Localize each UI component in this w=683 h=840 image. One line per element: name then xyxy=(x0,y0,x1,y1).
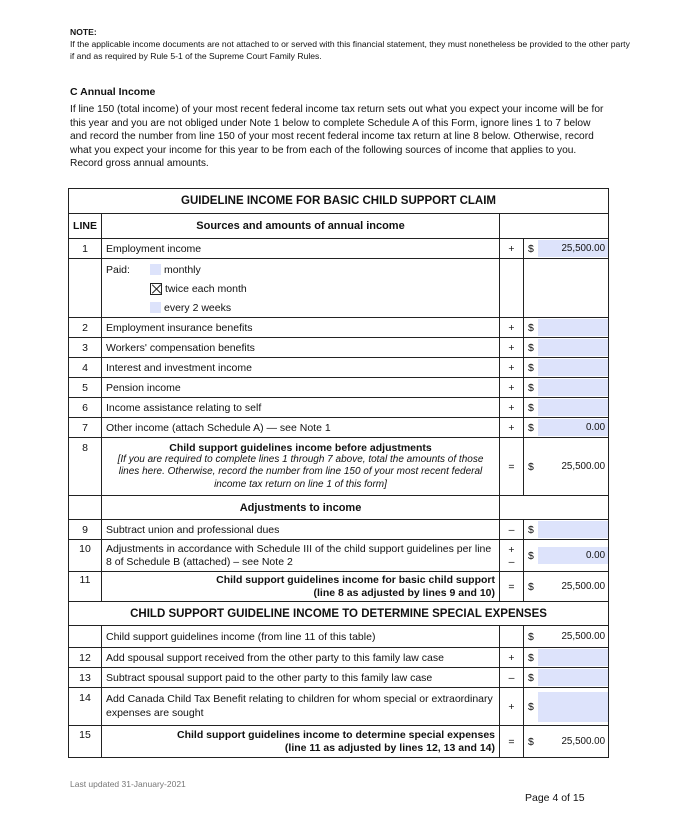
line-label: Add spousal support received from the other party to this family law case xyxy=(102,648,500,668)
ei-benefits-field[interactable] xyxy=(538,319,608,336)
line-sign: = xyxy=(500,572,524,602)
line-sign: + xyxy=(500,318,524,338)
dollar-sign: $ xyxy=(528,321,534,334)
section-intro: If line 150 (total income) of your most recent federal income tax return sets out what you expect your income will be for this year and you are not obliged under Note 1 below to complete Schedule A of this Form, ignore lines 1 to 7 below and record the number from line 150 of your most recent federal income tax return at line 8 below. Otherwise, record what you expect your income for this year to be from each of the following sources of income that applies to you. Record gross annual amounts. xyxy=(70,104,604,170)
note-block xyxy=(70,26,630,62)
dollar-sign: $ xyxy=(528,630,534,643)
line-label: Employment income xyxy=(102,239,500,259)
spousal-received-field[interactable] xyxy=(538,649,608,666)
table-row xyxy=(69,358,609,378)
table-title: GUIDELINE INCOME FOR BASIC CHILD SUPPORT CLAIM xyxy=(69,189,609,214)
line-sign-minus: – xyxy=(508,555,515,568)
line-number: 8 xyxy=(69,438,102,496)
line-sign-plus: + xyxy=(508,543,515,556)
line-number: 2 xyxy=(69,318,102,338)
line-sign: + xyxy=(500,358,524,378)
table-row xyxy=(69,668,609,688)
table-row xyxy=(69,318,609,338)
dollar-sign: $ xyxy=(528,421,534,434)
line-sign: + xyxy=(500,398,524,418)
line-number: 3 xyxy=(69,338,102,358)
line11-amount: 25,500.00 xyxy=(561,581,606,592)
line-number: 13 xyxy=(69,668,102,688)
header-empty xyxy=(500,214,609,239)
pension-income-field[interactable] xyxy=(538,379,608,396)
other-income-field[interactable]: 0.00 xyxy=(538,419,608,436)
line15-amount: 25,500.00 xyxy=(561,736,606,747)
dollar-sign: $ xyxy=(528,580,534,593)
line-label: Workers' compensation benefits xyxy=(102,338,500,358)
line-label: Adjustments in accordance with Schedule III of the child support guidelines per line 8 of Schedule B (attached) – see Note 2 xyxy=(102,540,500,572)
dollar-sign: $ xyxy=(528,523,534,536)
section-title: C Annual Income xyxy=(70,86,156,98)
table-row xyxy=(69,338,609,358)
line-number: 4 xyxy=(69,358,102,378)
line-label: Other income (attach Schedule A) — see Note 1 xyxy=(102,418,500,438)
child-tax-benefit-field[interactable] xyxy=(538,692,608,722)
dollar-sign: $ xyxy=(528,242,534,255)
line-sign: = xyxy=(500,438,524,496)
line-number: 5 xyxy=(69,378,102,398)
line-sign: = xyxy=(500,726,524,758)
table-row xyxy=(69,418,609,438)
line-sign: + xyxy=(500,648,524,668)
line-label: Child support guidelines income (from line 11 of this table) xyxy=(102,626,500,648)
every-2-weeks-label: every 2 weeks xyxy=(164,301,232,314)
line-sign: + xyxy=(500,688,524,726)
table-row xyxy=(69,239,609,259)
line-sign: – xyxy=(500,668,524,688)
line-sign: + xyxy=(500,239,524,259)
line-label: Subtract union and professional dues xyxy=(102,520,500,540)
dollar-sign: $ xyxy=(528,671,534,684)
dollar-sign: $ xyxy=(528,460,534,473)
line-number: 9 xyxy=(69,520,102,540)
table-row xyxy=(69,688,609,726)
dollar-sign: $ xyxy=(528,381,534,394)
line-label: Subtract spousal support paid to the other party to this family law case xyxy=(102,668,500,688)
monthly-checkbox[interactable] xyxy=(150,264,161,275)
line8-title: Child support guidelines income before adjustments xyxy=(169,441,432,454)
twice-each-month-checkbox[interactable] xyxy=(150,283,162,295)
table-row xyxy=(69,540,609,572)
union-dues-field[interactable] xyxy=(538,521,608,538)
dollar-sign: $ xyxy=(528,341,534,354)
dollar-sign: $ xyxy=(528,651,534,664)
dollar-sign: $ xyxy=(528,549,534,562)
interest-income-field[interactable] xyxy=(538,359,608,376)
table-row xyxy=(69,572,609,602)
line-label: Employment insurance benefits xyxy=(102,318,500,338)
line-number: 1 xyxy=(69,239,102,259)
line15-label: Child support guidelines income to determine special expenses xyxy=(177,728,495,741)
table-row xyxy=(69,398,609,418)
schedule-iii-adjustment-field[interactable]: 0.00 xyxy=(538,547,608,564)
table-row xyxy=(69,648,609,668)
col-line-header: LINE xyxy=(69,214,102,239)
employment-income-field[interactable]: 25,500.00 xyxy=(538,240,608,257)
note-text: If the applicable income documents are not attached to or served with this financial statement, they must nonetheless be provided to the other party if and as required by Rule 5-1 of the Supreme Court Family Rules. xyxy=(70,39,630,61)
col-sources-header: Sources and amounts of annual income xyxy=(102,214,500,239)
line11-label: Child support guidelines income for basic child support xyxy=(216,573,495,586)
line11-sublabel: (line 8 as adjusted by lines 9 and 10) xyxy=(313,586,495,599)
table-row xyxy=(69,520,609,540)
line-label: Add Canada Child Tax Benefit relating to children for whom special or extraordinary expenses are sought xyxy=(102,688,500,726)
last-updated: Last updated 31-January-2021 xyxy=(70,779,186,789)
line-label: Interest and investment income xyxy=(102,358,500,378)
spousal-paid-field[interactable] xyxy=(538,669,608,686)
line-sign: + xyxy=(500,378,524,398)
table-row xyxy=(69,438,609,496)
line8-amount: 25,500.00 xyxy=(561,461,606,472)
line-label: Income assistance relating to self xyxy=(102,398,500,418)
workers-comp-field[interactable] xyxy=(538,339,608,356)
table-row xyxy=(69,626,609,648)
dollar-sign: $ xyxy=(528,361,534,374)
line-sign: + xyxy=(500,418,524,438)
income-assistance-field[interactable] xyxy=(538,399,608,416)
table-row xyxy=(69,726,609,758)
line-sign: – xyxy=(500,520,524,540)
line-sign: + xyxy=(500,338,524,358)
line-number: 12 xyxy=(69,648,102,668)
every-2-weeks-checkbox[interactable] xyxy=(150,302,161,313)
note-heading: NOTE: xyxy=(70,27,97,37)
line-number: 6 xyxy=(69,398,102,418)
paid-label: Paid: xyxy=(106,263,130,276)
table-row xyxy=(69,378,609,398)
from-line11-amount: 25,500.00 xyxy=(561,631,606,642)
dollar-sign: $ xyxy=(528,401,534,414)
line15-sublabel: (line 11 as adjusted by lines 12, 13 and 14) xyxy=(284,741,495,754)
dollar-sign: $ xyxy=(528,700,534,713)
adjustments-title: Adjustments to income xyxy=(102,496,500,520)
line8-note: [If you are required to complete lines 1 through 7 above, total the amounts of those lines here. Otherwise, record the number from line 150 of your most recent federal income tax return on line 1 of this form] xyxy=(117,453,484,490)
twice-each-month-label: twice each month xyxy=(165,282,247,295)
page-number: Page 4 of 15 xyxy=(525,792,585,804)
dollar-sign: $ xyxy=(528,735,534,748)
paid-row xyxy=(69,259,609,318)
line-label: Pension income xyxy=(102,378,500,398)
line-number: 15 xyxy=(69,726,102,758)
line-number: 14 xyxy=(69,688,102,726)
income-table xyxy=(68,188,609,758)
monthly-label: monthly xyxy=(164,263,201,276)
special-expenses-title: CHILD SUPPORT GUIDELINE INCOME TO DETERMINE SPECIAL EXPENSES xyxy=(69,602,609,626)
line-number: 11 xyxy=(69,572,102,602)
line-number: 10 xyxy=(69,540,102,572)
line-number: 7 xyxy=(69,418,102,438)
